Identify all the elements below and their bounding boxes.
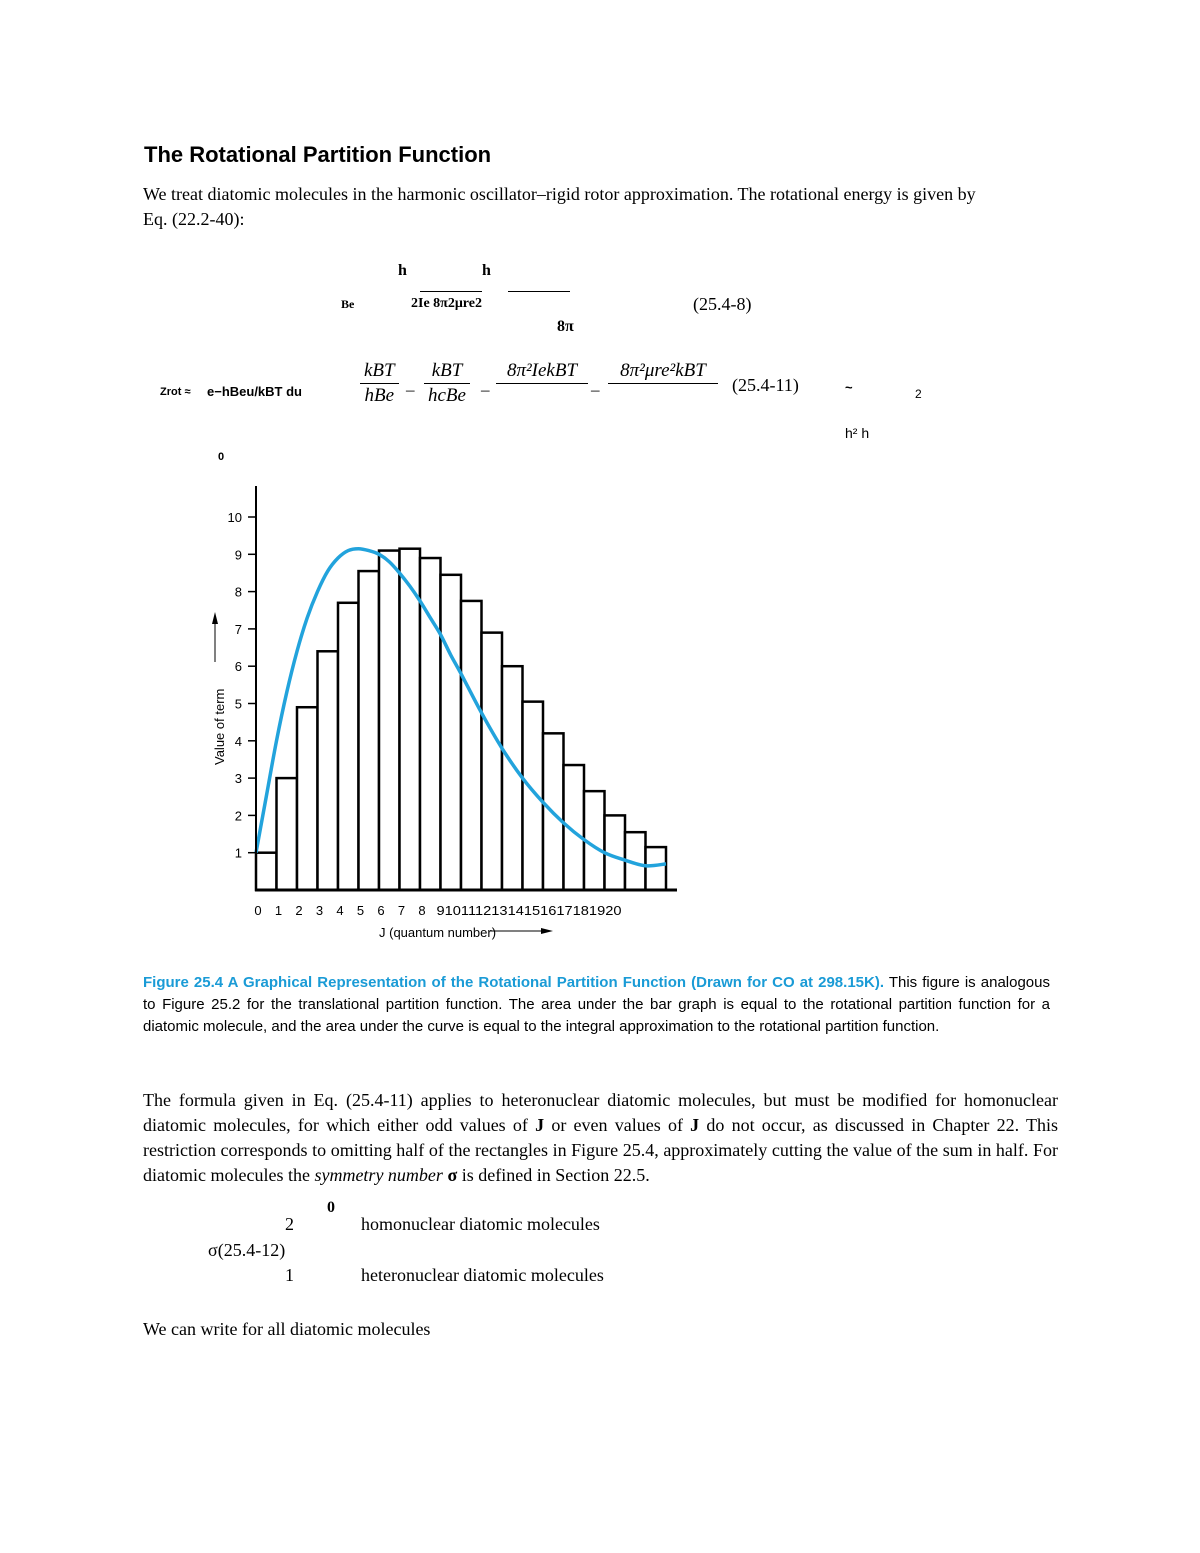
x-tick-label-8: 8 — [418, 903, 426, 918]
sigma-equation-label: σ(25.4-12) — [208, 1240, 286, 1260]
eq2-f2-numerator: kBT — [431, 360, 463, 381]
sigma-value-1: 1 — [285, 1265, 294, 1285]
bar-j-0 — [256, 853, 277, 890]
sigma-desc-heteronuclear: heteronuclear diatomic molecules — [361, 1265, 604, 1285]
x-tick-label-7: 7 — [397, 903, 406, 918]
sigma-brace-symbol: 0 — [327, 1199, 335, 1216]
figure-caption — [143, 972, 1050, 1038]
eq2-f3-numerator: 8π²IekBT — [506, 360, 578, 381]
eq2-lower-limit: 0 — [218, 451, 225, 463]
bars-group — [256, 549, 666, 890]
bar-j-3 — [318, 651, 339, 890]
eq2-f4-numerator: 8π²μre²kBT — [620, 360, 706, 381]
section-heading: The Rotational Partition Function — [144, 142, 492, 167]
y-axis-label: Value of term — [212, 688, 227, 765]
eq1-mid: 2Ie 8π2μre2 — [411, 296, 482, 311]
para2-symmetry-number: symmetry number — [314, 1165, 443, 1185]
bar-j-7 — [400, 549, 421, 890]
para2-j1: J — [535, 1115, 545, 1135]
eq2-h2h: h² h — [845, 425, 870, 441]
eq2-f1-numerator: kBT — [364, 360, 395, 381]
eq2-integrand: e−hBeu/kBT du — [207, 384, 302, 399]
bar-j-2 — [297, 707, 318, 890]
y-tick-label-3: 3 — [234, 771, 242, 787]
eq2-eq-sign-3: – — [591, 380, 600, 399]
bar-j-6 — [379, 551, 400, 890]
y-tick-label-5: 5 — [234, 696, 242, 712]
y-tick-label-9: 9 — [234, 547, 242, 563]
bar-j-12 — [502, 666, 523, 890]
para2-j2: J — [690, 1115, 700, 1135]
caption-body: This figure is analogous to Figure 25.2 for the translational partition function. The area under the bar graph is equal to the rotational partition function for a diatomic molecule, and the area under the curve is equal to the integral approximation to the rotational partition function. — [143, 974, 1050, 1035]
eq2-number: (25.4-11) — [732, 375, 799, 395]
homonuclear-paragraph — [143, 1088, 1058, 1188]
x-tick-label-6: 6 — [377, 903, 385, 918]
bar-j-9 — [441, 575, 462, 890]
bar-j-4 — [338, 603, 359, 890]
y-tick-label-4: 4 — [234, 733, 242, 749]
eq1-number: (25.4-8) — [693, 294, 752, 314]
x-axis-arrow-head — [541, 928, 553, 934]
eq1-denominator: 8π — [557, 318, 574, 335]
x-tick-label-1: 1 — [274, 903, 283, 918]
bar-j-13 — [523, 702, 544, 890]
x-axis-label: J (quantum number) — [379, 925, 497, 940]
closing-line: We can write for all diatomic molecules — [143, 1319, 431, 1339]
bar-j-19 — [646, 847, 667, 890]
bar-j-10 — [461, 601, 482, 890]
y-tick-label-10: 10 — [227, 510, 242, 525]
x-tick-labels-9-to-20: 91011121314151617181920 — [436, 903, 622, 918]
eq1-be: Be — [341, 297, 355, 311]
x-tick-label-2: 2 — [295, 903, 303, 918]
eq2-tilde: ~ — [845, 380, 853, 395]
intro-line-1: We treat diatomic molecules in the harmonic oscillator–rigid rotor approximation. The rotational energy is given by — [143, 184, 976, 204]
para2-mid2: do not occur, as discussed in Chapter 22. This restriction corresponds to omitting half of the rectangles in Figure 25.4, approximately cutting the value of the sum in half. For diatomic molecules the — [143, 1115, 1058, 1185]
para2-sigma: σ — [442, 1165, 458, 1185]
sigma-desc-homonuclear: homonuclear diatomic molecules — [361, 1214, 600, 1234]
y-tick-label-6: 6 — [234, 659, 242, 675]
x-tick-label-4: 4 — [336, 903, 344, 918]
x-tick-label-3: 3 — [315, 903, 324, 918]
eq2-eq-sign-2: – — [481, 380, 490, 399]
para2-mid1: or even values of — [544, 1115, 691, 1135]
eq1-h-left: h — [398, 262, 407, 279]
bar-j-5 — [359, 571, 380, 890]
y-tick-label-8: 8 — [234, 584, 242, 600]
eq2-exponent-two: 2 — [915, 387, 922, 401]
y-ticks-group — [228, 510, 256, 861]
x-tick-label-0: 0 — [254, 903, 262, 918]
eq1-h-right: h — [482, 262, 491, 279]
para2-pre: The formula given in Eq. (25.4-11) applies to heteronuclear diatomic molecules, but must be modified for homonuclear diatomic molecules, for which either odd values of — [143, 1090, 1058, 1135]
eq2-zrot: Zrot ≈ — [160, 386, 191, 398]
y-tick-label-1: 1 — [234, 845, 242, 861]
x-tick-label-5: 5 — [356, 903, 365, 918]
y-tick-label-2: 2 — [234, 808, 242, 824]
caption-lead: Figure 25.4 A Graphical Representation of the Rotational Partition Function (Drawn for CO at 298.15K). — [143, 974, 884, 991]
intro-line-2: Eq. (22.2-40): — [143, 209, 245, 229]
y-axis-arrow-head — [212, 612, 218, 624]
eq2-eq-sign-1: – — [406, 380, 415, 399]
eq2-f1-denominator: hBe — [364, 385, 395, 406]
para2-post: is defined in Section 22.5. — [457, 1165, 650, 1185]
bar-j-11 — [482, 633, 503, 890]
sigma-value-2: 2 — [285, 1214, 294, 1234]
x-ticks-group — [254, 903, 621, 918]
eq2-f2-denominator: hcBe — [428, 385, 466, 406]
y-tick-label-7: 7 — [234, 621, 242, 637]
bar-j-1 — [277, 778, 298, 890]
